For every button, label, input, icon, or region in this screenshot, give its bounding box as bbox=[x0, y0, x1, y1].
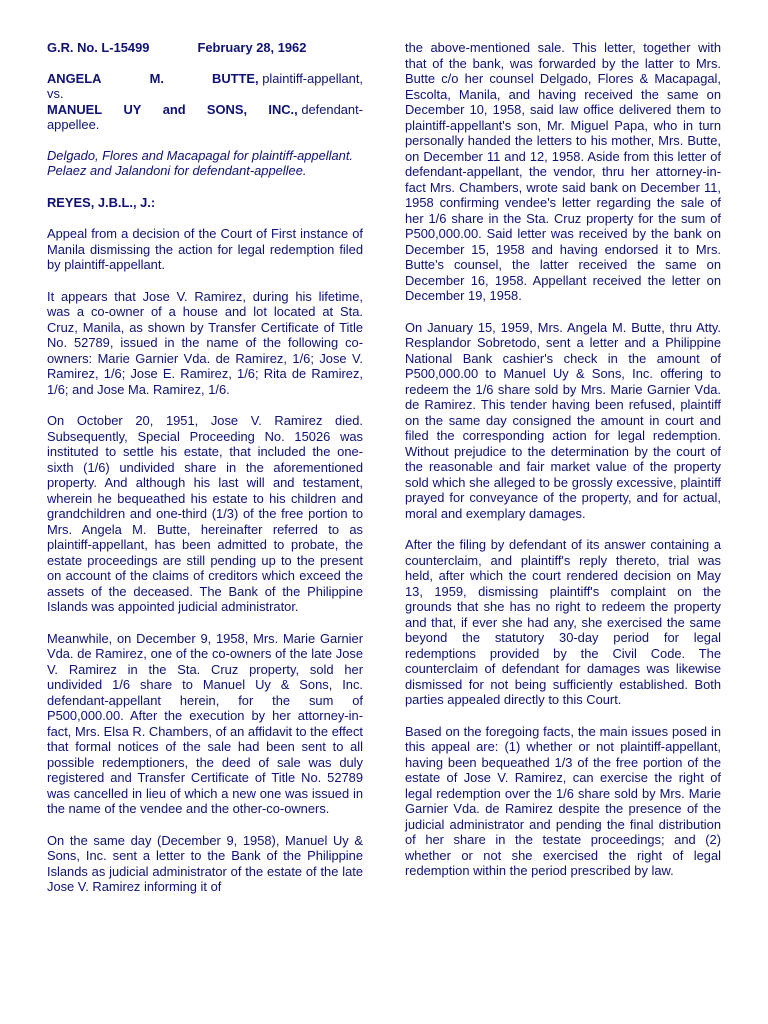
defendant-name-5: INC., bbox=[268, 101, 298, 117]
paragraph: Meanwhile, on December 9, 1958, Mrs. Marie Garnier Vda. de Ramirez, one of the co-owners of the late Jose V. Ramirez in the Sta. Cruz property, sold her undivided 1/6 share to Manuel Uy & Sons, Inc. defendant-appellant herein, for the sum of P500,000.00. After the execution by her attorney-in-fact, Mrs. Elsa R. Chambers, of an affidavit to the effect that formal notices of the sale had been sent to all possible redemptioners, the deed of sale was duly registered and Transfer Certificate of Title No. 52789 was cancelled in lieu of which a new one was issued in the name of the vendee and the other-co-owners. bbox=[47, 630, 363, 816]
paragraph: On October 20, 1951, Jose V. Ramirez died. Subsequently, Special Proceeding No. 15026 was instituted to settle his estate, that included the one-sixth (1/6) undivided share in the aforementioned property. And although his last will and testament, wherein he bequeathed his estate to his children and grandchildren and one-third (1/3) of the free portion to Mrs. Angela M. Butte, hereinafter referred to as plaintiff-appellant, has been admitted to probate, the estate proceedings are still pending up to the present on account of the claims of creditors which exceed the assets of the deceased. The Bank of the Philippine Islands was appointed judicial administrator. bbox=[47, 413, 363, 614]
defendant-name-2: UY bbox=[123, 101, 142, 117]
case-header bbox=[47, 40, 363, 56]
defendant-name-1: MANUEL bbox=[47, 101, 103, 117]
paragraph: the above-mentioned sale. This letter, together with that of the bank, was forwarded by the latter to Mrs. Butte c/o her counsel Delgado, Flores & Macapagal, Escolta, Manila, and having received the same on December 10, 1958, said law office delivered them to plaintiff-appellant's son, Mr. Miguel Papa, who in turn personally handed the letters to his mother, Mrs. Butte, on December 11 and 12, 1958. Aside from this letter of defendant-appellant, the vendor, thru her attorney-in-fact Mrs. Chambers, wrote said bank on December 11, 1958 confirming vendee's letter regarding the sale of her 1/6 share in the Sta. Cruz property for the sum of P500,000.00. Said letter was received by the bank on December 15, 1958 and having endorsed it to Mrs. Butte's counsel, the latter received the same on December 16, 1958. Appellant received the letter on December 19, 1958. bbox=[405, 40, 721, 303]
counsel bbox=[47, 148, 363, 179]
paragraph: On January 15, 1959, Mrs. Angela M. Butte, thru Atty. Resplandor Sobretodo, sent a letter and a Philippine National Bank cashier's check in the amount of P500,000.00 to Manuel Uy & Sons, Inc. offering to redeem the 1/6 share sold by Mrs. Marie Garnier Vda. de Ramirez. This tender having been refused, plaintiff on the same day consigned the amount in court and filed the corresponding action for legal redemption. Without prejudice to the determination by the court of the reasonable and fair market value of the property sold which she alleged to be grossly excessive, plaintiff prayed for conveyance of the property, and for actual, moral and exemplary damages. bbox=[405, 319, 721, 521]
plaintiff-name-1: ANGELA bbox=[47, 70, 102, 86]
paragraph: Appeal from a decision of the Court of First instance of Manila dismissing the action for legal redemption filed by plaintiff-appellant. bbox=[47, 226, 363, 272]
case-date: February 28, 1962 bbox=[197, 40, 307, 55]
paragraph: On the same day (December 9, 1958), Manuel Uy & Sons, Inc. sent a letter to the Bank of the Philippine Islands as judicial administrator of the estate of the late Jose V. Ramirez informing it of bbox=[47, 832, 363, 894]
versus: vs. bbox=[47, 86, 64, 101]
left-column bbox=[47, 40, 363, 895]
defendant-role-end: appellee. bbox=[47, 117, 100, 132]
defendant-line bbox=[47, 102, 363, 118]
paragraph: It appears that Jose V. Ramirez, during his lifetime, was a co-owner of a house and lot located at Sta. Cruz, Manila, as shown by Transfer Certificate of Title No. 52789, issued in the name of the following co-owners: Marie Garnier Vda. de Ramirez, 1/6; Jose V. Ramirez, 1/6; Jose E. Ramirez, 1/6; Rita de Ramirez, 1/6; and Jose Ma. Ramirez, 1/6. bbox=[47, 288, 363, 397]
defendant-name-3: and bbox=[162, 101, 186, 117]
plaintiff-role: plaintiff-appellant, bbox=[262, 70, 363, 86]
paragraph: Based on the foregoing facts, the main issues posed in this appeal are: (1) whether or not plaintiff-appellant, having been bequeathed 1/3 of the free portion of the estate of Jose V. Ramirez, can exercise the right of legal redemption over the 1/6 share sold by Mrs. Marie Garnier Vda. de Ramirez despite the presence of the judicial administrator and pending the final distribution of her share in the testate proceedings; and (2) whether or not she exercised the right of legal redemption within the period prescribed by law. bbox=[405, 723, 721, 878]
defendant-role-start: defendant- bbox=[301, 101, 363, 117]
defendant-name-4: SONS, bbox=[206, 101, 248, 117]
right-column bbox=[405, 40, 721, 879]
paragraph: After the filing by defendant of its answer containing a counterclaim, and plaintiff's reply thereto, trial was held, after which the court rendered decision on May 13, 1959, dismissing plaintiff's complaint on the grounds that she has no right to redeem the property and that, if ever she had any, she exercised the same beyond the statutory 30-day period for legal redemptions provided by the Civil Code. The counterclaim of defendant for damages was likewise dismissed for not being sufficiently established. Both parties appealed directly to this Court. bbox=[405, 537, 721, 707]
parties bbox=[47, 71, 363, 133]
ponente: REYES, J.B.L., J.: bbox=[47, 194, 156, 210]
plaintiff-name-2: M. bbox=[149, 70, 164, 86]
case-number: G.R. No. L-15499 bbox=[47, 40, 150, 55]
plaintiff-line bbox=[47, 71, 363, 87]
defendant-counsel: Pelaez and Jalandoni for defendant-appellee. bbox=[47, 163, 307, 178]
plaintiff-name-3: BUTTE, bbox=[212, 70, 259, 86]
plaintiff-counsel: Delgado, Flores and Macapagal for plaintiff-appellant. bbox=[47, 147, 353, 163]
